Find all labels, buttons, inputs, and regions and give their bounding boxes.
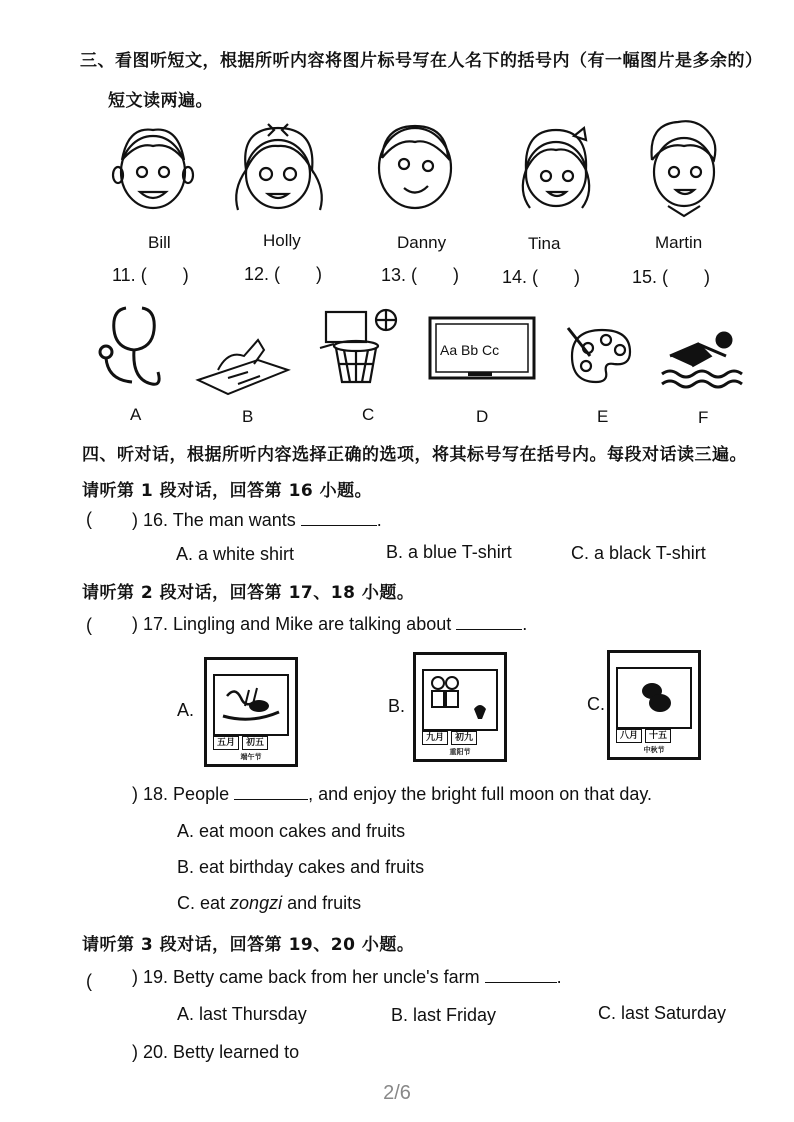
question-number: 15. (: [632, 267, 669, 287]
question-number: 13. (: [381, 265, 418, 285]
calendar-month: 五月: [213, 736, 239, 750]
calendar-day: 初五: [242, 736, 268, 750]
boy-face-icon: [379, 126, 451, 208]
option-17-b-label[interactable]: B.: [388, 696, 406, 716]
question-15[interactable]: [632, 267, 710, 288]
section4-title: 四、听对话，根据所听内容选择正确的选项，将其标号写在括号内。每段对话读三遍。: [82, 445, 747, 465]
answer-paren-19[interactable]: (: [86, 971, 92, 991]
close-paren: ): [182, 265, 189, 285]
moon-cake-icon: [618, 669, 690, 727]
section3-title-cont: 短文读两遍。: [108, 91, 213, 111]
answer-blank[interactable]: [234, 799, 308, 800]
drawing-hand-icon: [198, 340, 288, 394]
question-number: ) 19.: [132, 967, 169, 987]
calendar-picture: [422, 669, 498, 731]
girl-face-icon: [236, 124, 322, 210]
question-18: [132, 784, 652, 805]
answer-paren-16[interactable]: (: [86, 509, 92, 529]
option-16-c[interactable]: C. a black T-shirt: [571, 543, 706, 563]
elderly-people-icon: [424, 671, 496, 729]
question-19: [132, 967, 562, 988]
calendar-month: 九月: [422, 731, 448, 745]
calendar-card-double-ninth[interactable]: [413, 652, 507, 762]
question-14[interactable]: [502, 267, 580, 288]
period: .: [376, 510, 382, 530]
boy-face-icon: [652, 121, 716, 216]
period: .: [522, 614, 528, 634]
question-text: The man wants: [172, 510, 296, 530]
option-italic: zongzi: [230, 893, 283, 913]
close-paren: ): [574, 267, 581, 287]
option-17-c-label[interactable]: C.: [587, 694, 605, 714]
dialog-2-instruction: 请听第 2 段对话，回答第 17、18 小题。: [82, 583, 415, 603]
question-number: ) 18.: [132, 784, 169, 804]
question-text: People: [173, 784, 230, 804]
picture-label-e: E: [597, 407, 609, 426]
option-19-c[interactable]: C. last Saturday: [598, 1003, 727, 1023]
question-number: 11. (: [112, 265, 147, 285]
question-number: 14. (: [502, 267, 539, 287]
answer-blank[interactable]: [301, 525, 377, 526]
question-16: [132, 510, 382, 531]
answer-paren-17[interactable]: (: [86, 615, 92, 635]
period: .: [556, 967, 562, 987]
festival-caption: 重阳节: [449, 748, 471, 756]
name-bill: Bill: [148, 233, 171, 252]
option-16-b[interactable]: B. a blue T-shirt: [386, 542, 512, 562]
option-18-a[interactable]: A. eat moon cakes and fruits: [177, 821, 406, 841]
boy-face-icon: [113, 130, 193, 208]
close-paren: ): [453, 265, 460, 285]
section3-title: 三、看图听短文，根据所听内容将图片标号写在人名下的括号内（有一幅图片是多余的）: [80, 51, 763, 71]
question-number: 12. (: [244, 264, 281, 284]
question-text: Betty learned to: [173, 1042, 300, 1062]
calendar-date: [422, 731, 477, 745]
question-text: Lingling and Mike are talking about: [173, 614, 452, 634]
picture-label-d: D: [476, 407, 489, 426]
page-indicator: 2/6: [383, 1082, 411, 1104]
answer-blank[interactable]: [485, 982, 557, 983]
option-text: and fruits: [287, 893, 362, 913]
swimmer-icon: [662, 333, 742, 387]
question-11[interactable]: [112, 265, 189, 286]
calendar-day: 初九: [451, 731, 477, 745]
pictures-row: [92, 300, 752, 400]
answer-blank[interactable]: [456, 629, 522, 630]
calendar-picture: [213, 674, 289, 736]
name-tina: Tina: [528, 234, 561, 253]
calendar-picture: [616, 667, 692, 729]
dialog-1-instruction: 请听第 1 段对话，回答第 16 小题。: [82, 481, 373, 501]
option-text: C. eat: [177, 893, 226, 913]
question-text-cont: , and enjoy the bright full moon on that day.: [308, 784, 653, 804]
question-text: Betty came back from her uncle's farm: [173, 967, 480, 987]
question-number: ) 17.: [132, 614, 169, 634]
picture-label-a: A: [130, 405, 142, 424]
question-17: [132, 614, 527, 635]
question-13[interactable]: [381, 265, 459, 286]
basketball-hoop-icon: [320, 310, 396, 382]
calendar-date: [213, 736, 268, 750]
stethoscope-icon: [100, 308, 159, 384]
option-18-c[interactable]: [177, 893, 361, 914]
question-number: ) 20.: [132, 1042, 169, 1062]
name-holly: Holly: [263, 231, 301, 250]
picture-label-c: C: [362, 405, 375, 424]
question-12[interactable]: [244, 264, 322, 285]
girl-face-icon: [523, 128, 589, 208]
close-paren: ): [316, 264, 323, 284]
option-18-b[interactable]: B. eat birthday cakes and fruits: [177, 857, 425, 877]
calendar-card-dragon-boat[interactable]: [204, 657, 298, 767]
question-number: ) 16.: [132, 510, 169, 530]
picture-label-f: F: [698, 408, 709, 427]
dragon-boat-icon: [215, 676, 287, 734]
name-martin: Martin: [655, 233, 703, 252]
close-paren: ): [704, 267, 711, 287]
blackboard-text: Aa Bb Cc: [440, 342, 500, 358]
calendar-day: 十五: [645, 729, 671, 743]
calendar-card-mid-autumn[interactable]: [607, 650, 701, 760]
festival-caption: 端午节: [240, 753, 262, 761]
faces-row: [108, 120, 748, 220]
calendar-month: 八月: [616, 729, 642, 743]
picture-label-b: B: [242, 407, 254, 426]
option-19-b[interactable]: B. last Friday: [391, 1005, 497, 1025]
option-17-a-label[interactable]: A.: [177, 700, 195, 720]
calendar-date: [616, 729, 671, 743]
name-danny: Danny: [397, 233, 447, 252]
option-19-a[interactable]: A. last Thursday: [177, 1004, 307, 1024]
festival-caption: 中秋节: [643, 746, 665, 754]
dialog-3-instruction: 请听第 3 段对话，回答第 19、20 小题。: [82, 935, 415, 955]
paint-palette-icon: [568, 328, 630, 382]
question-20: [132, 1042, 299, 1063]
option-16-a[interactable]: A. a white shirt: [176, 544, 295, 564]
